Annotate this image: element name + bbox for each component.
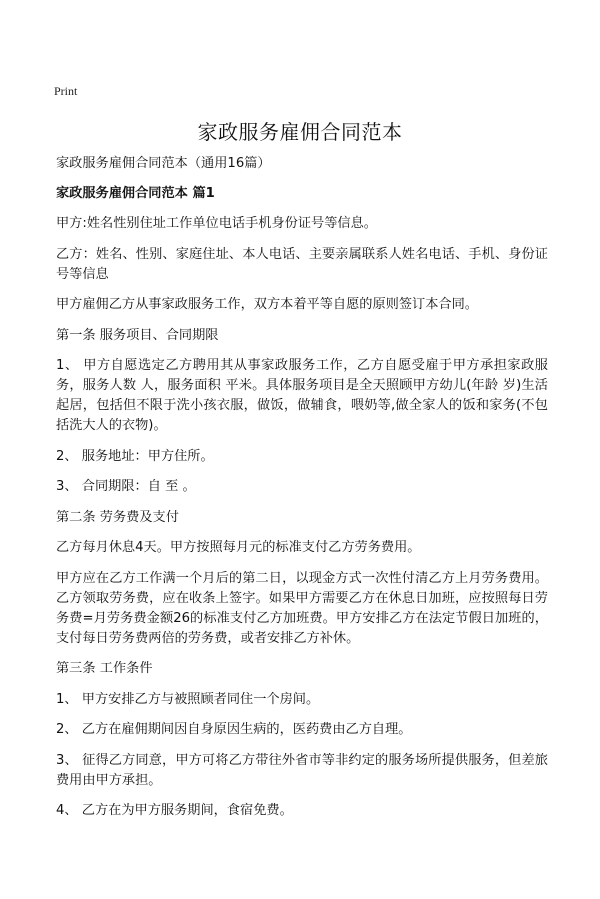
party-a-info: 甲方:姓名性别住址工作单位电话手机身份证号等信息。 [56,216,377,231]
article-1-clause-1: 1、 甲方自愿选定乙方聘用其从事家政服务工作，乙方自愿受雇于甲方承担家政服务，服务人数 人，服务面积 平米。具体服务项目是全天照顾甲方幼儿(年龄 岁)生活起居，包括但不限于洗小孩衣服，做饭，做辅食，喂奶等,做全家人的饭和家务(不包括洗大人的衣物)。 [56,358,548,433]
document-subtitle: 家政服务雇佣合同范本（通用16篇） [56,156,271,171]
article-2-rest-days: 乙方每月休息4天。甲方按照每月元的标准支付乙方劳务费用。 [56,540,421,555]
section-heading: 家政服务雇佣合同范本 篇1 [56,186,215,201]
article-1-heading: 第一条 服务项目、合同期限 [56,327,219,343]
article-1-clause-3: 3、 合同期限：自 至 。 [56,479,196,494]
article-3-clause-2: 2、 乙方在雇佣期间因自身原因生病的，医药费由乙方自理。 [56,722,412,737]
contract-preamble: 甲方雇佣乙方从事家政服务工作，双方本着平等自愿的原则签订本合同。 [56,297,478,312]
article-1-clause-2: 2、 服务地址：甲方住所。 [56,448,214,464]
article-2-heading: 第二条 劳务费及支付 [56,509,179,525]
article-2-payment: 甲方应在乙方工作满一个月后的第二日，以现金方式一次性付清乙方上月劳务费用。乙方领取劳务费，应在收条上签字。如果甲方需要乙方在休息日加班，应按照每日劳务费=月劳务费金额26的标准支付乙方加班费。甲方安排乙方在法定节假日加班的，支付每日劳务费两倍的劳务费，或者安排乙方补休。 [56,570,548,646]
article-3-clause-4: 4、 乙方在为甲方服务期间，食宿免费。 [56,803,293,818]
article-3-clause-1: 1、 甲方安排乙方与被照顾者同住一个房间。 [56,691,320,707]
document-title: 家政服务雇佣合同范本 [197,120,403,144]
document-body [56,154,548,832]
article-3-heading: 第三条 工作条件 [56,661,153,676]
article-3-clause-3: 3、 征得乙方同意，甲方可将乙方带往外省市等非约定的服务场所提供服务，但差旅费用由甲方承担。 [56,752,548,788]
print-link[interactable]: Print [54,84,78,98]
party-b-info: 乙方：姓名、性别、家庭住址、本人电话、主要亲属联系人姓名电话、手机、身份证号等信息 [56,246,548,282]
